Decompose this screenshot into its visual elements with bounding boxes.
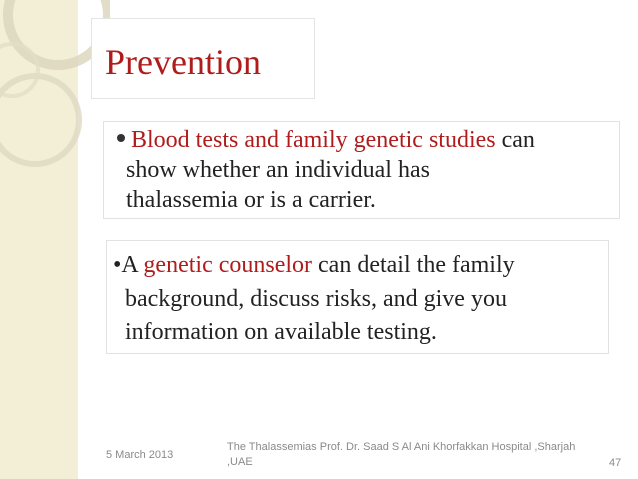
bullet1-accent-text: Blood tests and family genetic studies bbox=[131, 127, 496, 153]
bullet-icon bbox=[116, 131, 130, 145]
bullet-box-2 bbox=[106, 240, 609, 354]
footer-center-line1: The Thalassemias Prof. Dr. Saad S Al Ani Khorfakkan Hospital ,Sharjah bbox=[227, 441, 576, 453]
footer-date: 5 March 2013 bbox=[106, 449, 174, 461]
bullet1-line1 bbox=[131, 125, 535, 155]
bullet2-prefix: •A bbox=[113, 252, 144, 278]
bullet2-line3: information on available testing. bbox=[125, 319, 437, 345]
slide-title: Prevention bbox=[105, 42, 261, 82]
bullet2-line2: background, discuss risks, and give you bbox=[125, 286, 507, 312]
page-number: 47 bbox=[609, 457, 622, 469]
bullet2-accent-text: genetic counselor bbox=[143, 252, 313, 278]
bullet2-line1-rest: can detail the family bbox=[312, 252, 515, 278]
footer-center-line2: ,UAE bbox=[227, 456, 253, 468]
bullet-box-1 bbox=[103, 121, 620, 219]
bullet1-line3: thalassemia or is a carrier. bbox=[126, 187, 376, 213]
bullet1-line2: show whether an individual has bbox=[126, 157, 430, 183]
bullet2-line1 bbox=[113, 250, 515, 280]
bullet1-line1-rest: can bbox=[495, 127, 535, 153]
